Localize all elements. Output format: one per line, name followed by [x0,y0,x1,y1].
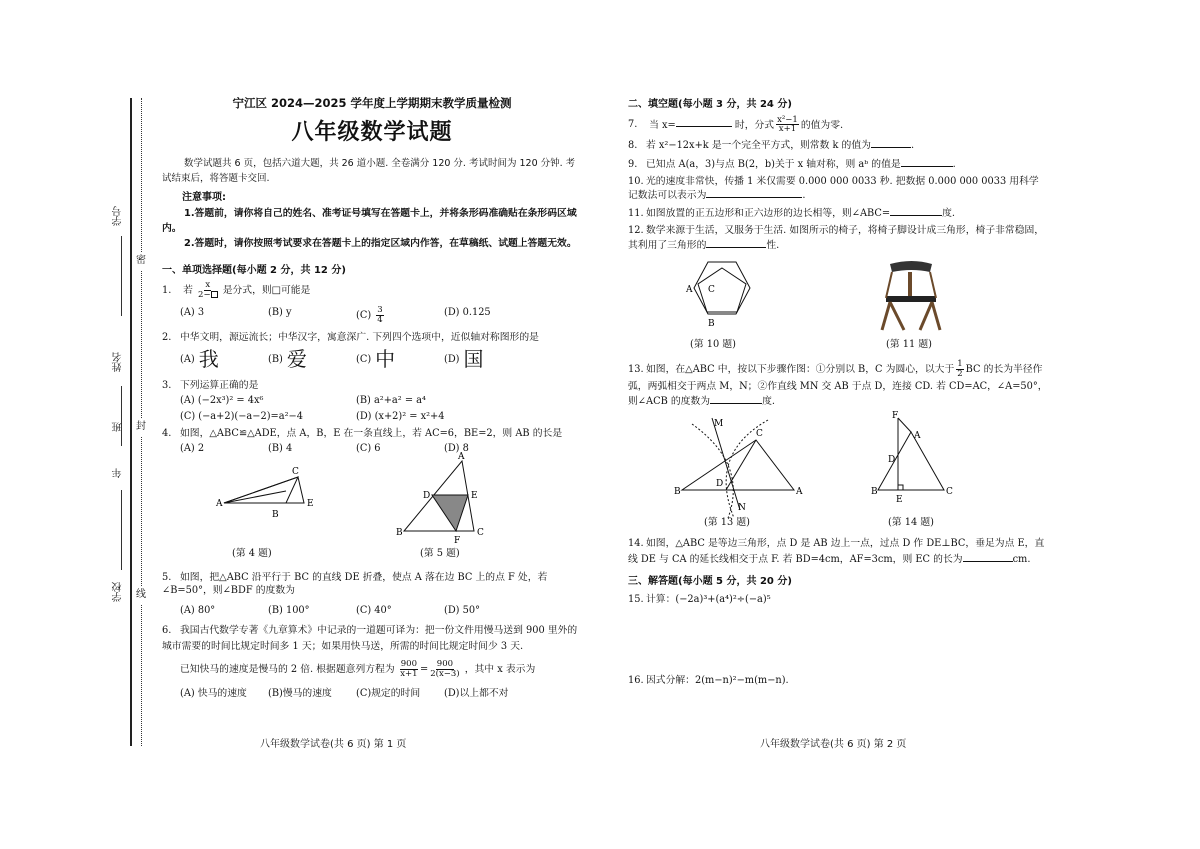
fig11-caption: (第 11 题) [886,338,932,350]
fig14-label-e: E [896,495,903,506]
fig4-label-a: A [216,499,223,510]
q1-number: 1. [162,285,172,297]
binding-rule-student-id [121,236,122,316]
q12-post: 性. [766,239,780,251]
q8-text: 若 x²−12x+k 是一个完全平方式，则常数 k 的值为 [646,140,871,152]
figure-14 [878,418,944,490]
q7-blank[interactable] [676,117,732,127]
exam-intro: 数学试题共 6 页，包括六道大题，共 26 道小题. 全卷满分 120 分. 考试时间为 120 分钟. 考试结束后，将答题卡交回. [162,158,576,184]
q15-text: 计算：(−2a)³+(a⁴)²÷(−a)⁵ [646,593,771,605]
q15-answer-space[interactable] [628,608,1048,670]
q9-number: 9. [628,158,638,170]
q4-option-a[interactable]: (A) 2 [180,442,205,454]
binding-label-grade: 年 [113,468,124,478]
binding-label-name: 姓名 [113,352,124,372]
q16-number: 16. [628,675,644,687]
q11-post: 度. [942,208,956,220]
fig13-caption: (第 13 题) [704,517,750,529]
q1-option-d[interactable]: (D) 0.125 [444,307,491,318]
page-2-footer: 八年级数学试卷(共 6 页) 第 2 页 [760,739,907,750]
q12-blank[interactable] [706,238,766,248]
exam-title: 八年级数学试题 [291,119,453,145]
q5-option-b[interactable]: (B) 100° [268,604,310,616]
q10-text: 光的速度非常快，传播 1 米仅需要 0.000 000 0033 秒. 把数据 0.000 000 0033 用科学记数法可以表示为 [628,175,1039,201]
fig14-line-fa [898,418,911,432]
q7-number: 7. [628,119,638,131]
fig5-label-b: B [396,528,403,539]
q3-text: 下列运算正确的是 [180,380,259,392]
binding-rule-name [121,386,122,446]
q6-option-c[interactable]: (C)规定的时间 [356,687,421,699]
figure-4-5-svg [162,452,582,563]
q3-options [180,394,582,422]
question-6 [162,623,582,656]
q3-option-a[interactable]: (A) (−2x³)² = 4x⁶ [180,395,264,407]
binding-label-class: 班 [113,422,124,432]
section-1-heading: 一、单项选择题(每小题 2 分，共 12 分) [162,264,346,276]
fig13-label-a: A [796,487,803,498]
binding-rule-school [121,490,122,570]
page-2 [628,92,1048,689]
question-16 [628,674,1048,687]
fig4-label-c: C [292,467,299,478]
question-3 [162,379,582,392]
fig4-caption: (第 4 题) [232,548,272,560]
fig10-hexagon [694,262,750,314]
fig13-label-c: C [756,429,763,440]
fig14-label-d: D [888,455,896,466]
question-12 [628,224,1048,251]
question-14 [628,536,1048,567]
q3-option-c[interactable]: (C) (−a+2)(−a−2)=a²−4 [180,410,303,422]
q6-options [180,687,582,700]
fig14-label-a: A [914,431,921,442]
page-1-footer: 八年级数学试卷(共 6 页) 第 1 页 [260,739,407,750]
figure-11-chair [882,261,940,330]
q14-text: 如图，△ABC 是等边三角形，点 D 是 AB 边上一点，过点 D 作 DE⊥BC，垂足为点 E，直线 DE 与 CA 的延长线相交于点 F. 若 BD=4cm，AF=3cm，则 EC 的长为 [628,538,1045,565]
question-1 [162,281,582,300]
fig14-right-angle [898,485,903,490]
q13-blank[interactable] [710,394,762,404]
q1-option-c[interactable]: (C) $\frac{3}{4}$ [356,305,383,325]
q5-option-a[interactable]: (A) 80° [180,604,216,616]
q8-blank[interactable] [871,138,911,148]
q13-number: 13. [628,363,644,375]
question-10: 10. 光的速度非常快，传播 1 米仅需要 0.000 000 0033 秒. 把数据 0.000 000 0033 用科学记数法可以表示为 . [628,175,1039,201]
seal-char-feng: 封 [136,418,146,436]
fig13-line-cd [726,440,756,490]
fig13-label-b: B [674,487,681,498]
q12-text: 数学来源于生活，又服务于生活. 如图所示的椅子，将椅子脚设计成三角形，椅子非常稳固，其利用了三角形的 [628,225,1045,251]
q9-text: 已知点 A(a，3)与点 B(2，b)关于 x 轴对称，则 aᵇ 的值是 [646,158,901,170]
q1-frac-den: 2− [198,290,211,301]
notice-1: 1.答题前，请你将自己的姓名、准考证号填写在答题卡上，并将条形码准确贴在条形码区域内。 [162,208,577,235]
seal-char-mi: 密 [136,252,146,270]
q3-option-b[interactable]: (B) a²+a² = a⁴ [356,395,426,407]
fig10-pentagon [698,268,746,312]
fig5-label-e: E [471,491,478,502]
q1-frac-num: x [205,280,211,291]
question-5 [162,571,582,597]
question-15 [628,593,1048,606]
fig4-label-e: E [307,499,314,510]
question-9: 9. 已知点 A(a，3)与点 B(2，b)关于 x 轴对称，则 aᵇ 的值是 . [628,158,956,170]
notice-heading: 注意事项: [182,191,226,203]
q6-equation-line: 已知快马的速度是慢马的 2 倍. 根据题意列方程为 $\frac{900}{x+1}$ = $\frac{900}{2(x-3)}$ ，其中 x 表示为 [180,659,536,680]
q4-option-d[interactable]: (D) 8 [444,442,469,454]
q6-line2-pre: 已知快马的速度是慢马的 2 倍. 根据题意列方程为 [180,664,395,676]
fig5-caption: (第 5 题) [420,548,460,560]
q2-option-c[interactable]: (C) 中 [356,347,396,372]
question-4 [162,427,582,440]
q6-option-d[interactable]: (D)以上都不对 [444,687,509,699]
q4-option-c[interactable]: (C) 6 [356,442,381,454]
q1-option-b[interactable]: (B) y [268,307,292,318]
fig13-label-n: N [738,503,746,514]
q2-option-b[interactable]: (B) 爱 [268,347,307,372]
section-2-heading: 二、填空题(每小题 3 分，共 24 分) [628,99,792,110]
q16-text: 因式分解：2(m−n)²−m(m−n). [646,675,789,687]
q1-options [180,306,582,325]
q4-option-b[interactable]: (B) 4 [268,442,293,454]
q9-blank[interactable] [901,157,953,167]
q7-post: 的值为零. [800,119,844,131]
fig10-caption: (第 10 题) [690,338,736,350]
fig10-label-b: B [708,318,715,329]
fig14-label-c: C [946,487,953,498]
fig5-label-d: D [423,491,431,502]
question-11 [628,206,1048,220]
fig13-label-m: M [714,419,724,430]
fig10-label-a: A [686,284,693,295]
seal-char-xian: 线 [136,586,146,604]
question-2 [162,331,582,344]
q5-option-c[interactable]: (C) 40° [356,604,392,616]
q5-options [180,604,582,617]
q1-fraction [198,281,218,300]
fig13-label-d: D [716,479,724,490]
q1-option-a[interactable]: (A) 3 [180,307,205,318]
q6-number: 6. [162,624,172,636]
q6-frac-left: $\frac{900}{x+1}$ [400,659,418,680]
q7-mid: 时，分式 [734,119,775,131]
figures-13-14 [628,411,1048,532]
box-symbol [211,291,218,298]
q1-post: 是分式，则□可能是 [222,285,311,297]
question-13 [628,360,1048,410]
q11-blank[interactable] [890,206,942,216]
q7-pre: 当 x= [649,119,676,131]
fig13-triangle [682,440,794,490]
q13-pre: 如图，在△ABC 中，按以下步骤作图：①分别以 B，C 为圆心，以大于 [646,363,955,375]
q4-options [180,442,582,455]
fig14-label-b: B [871,487,878,498]
question-8: 8. 若 x²−12x+k 是一个完全平方式，则常数 k 的值为 . [628,140,915,152]
section-3-heading: 三、解答题(每小题 5 分，共 20 分) [628,576,792,588]
fig5-label-f: F [454,536,461,547]
notice-2: 2.答题时，请你按照考试要求在答题卡上的指定区域内作答，在草稿纸、试题上答题无效。 [184,238,577,250]
figure-10 [694,262,750,314]
q8-number: 8. [628,140,638,152]
fig14-caption: (第 14 题) [888,517,934,529]
binding-label-student-id: 学号 [113,206,124,226]
q3-number: 3. [162,380,172,392]
fig13-arc-b [692,424,733,518]
q5-option-d[interactable]: (D) 50° [444,604,480,616]
q7-fraction: $\frac{\text{x²−1}}{x+1}$ [777,114,798,135]
q10-number: 10. [628,175,644,187]
binding-label-school: 学校 [113,582,124,602]
fig4-label-b: B [272,510,279,521]
fig14-label-f: F [892,411,899,422]
fig5-label-c: C [477,528,484,539]
fig13-line-mn [712,418,740,510]
q14-number: 14. [628,538,644,550]
q6-frac-right: $\frac{900}{2(x-3)}$ [430,659,460,680]
q6-option-a[interactable]: (A) 快马的速度 [180,687,247,699]
page-1 [162,92,582,706]
q5-number: 5. [162,572,172,584]
q3-option-d[interactable]: (D) (x+2)² = x²+4 [356,410,445,422]
figures-10-11 [628,258,1048,354]
q4-text: 如图，△ABC≌△ADE，点 A，B，E 在一条直线上，若 AC=6，BE=2，则 AB 的长是 [180,427,563,439]
q15-number: 15. [628,593,644,605]
q12-number: 12. [628,225,644,237]
q5-text: 如图，把△ABC 沿平行于 BC 的直线 DE 折叠，使点 A 落在边 BC 上的点 F 处，若∠B=50°，则∠BDF 的度数为 [162,572,548,597]
q11-number: 11. [628,208,644,220]
fig4-line-ac [224,491,286,503]
binding-line [130,98,132,746]
fig5-label-a: A [458,452,465,463]
q6-line2-post: ，其中 x 表示为 [464,664,536,676]
q2-text: 中华文明，源远流长；中华汉字，寓意深广. 下列四个选项中，近似轴对称图形的是 [180,331,539,343]
q10-blank[interactable] [706,188,802,198]
q4-number: 4. [162,427,172,439]
q13-post: BC 的长为半径作弧，两弧相交于两点 M，N；②作直线 MN 交 AB 于点 D，连接 CD. 若 CD=AC，∠A=50°，则∠ACB 的度数为 [628,363,1048,408]
figure-4 [224,477,304,503]
q2-options [180,346,582,373]
question-7 [628,116,1048,135]
q2-number: 2. [162,331,172,343]
fig10-label-c: C [708,284,715,295]
q13-fraction: $\frac{1}{2}$ [957,358,963,379]
q6-option-b[interactable]: (B)慢马的速度 [268,687,332,699]
q11-text: 如图放置的正五边形和正六边形的边长相等，则∠ABC= [646,208,891,220]
q14-post: cm. [1012,553,1031,565]
figure-5 [404,461,474,531]
q1-pre: 若 [183,285,193,297]
figures-4-5 [162,452,582,563]
q14-blank[interactable] [963,552,1013,562]
q2-option-a[interactable]: (A) 我 [180,347,219,372]
figure-13-14-svg [628,411,1048,532]
exam-header: 宁江区 2024—2025 学年度上学期期末教学质量检测 [232,96,512,110]
fig5-folded-shape [432,495,468,531]
q2-option-d[interactable]: (D) 国 [444,347,484,372]
q6-line1: 我国古代数学专著《九章算术》中记录的一道题可译为：把一份文件用慢马送到 900 里外的城市需要的时间比规定时间多 1 天；如果用快马送，所需的时间比规定时间少 3 天. [162,624,578,653]
q13-end: 度. [762,396,775,408]
